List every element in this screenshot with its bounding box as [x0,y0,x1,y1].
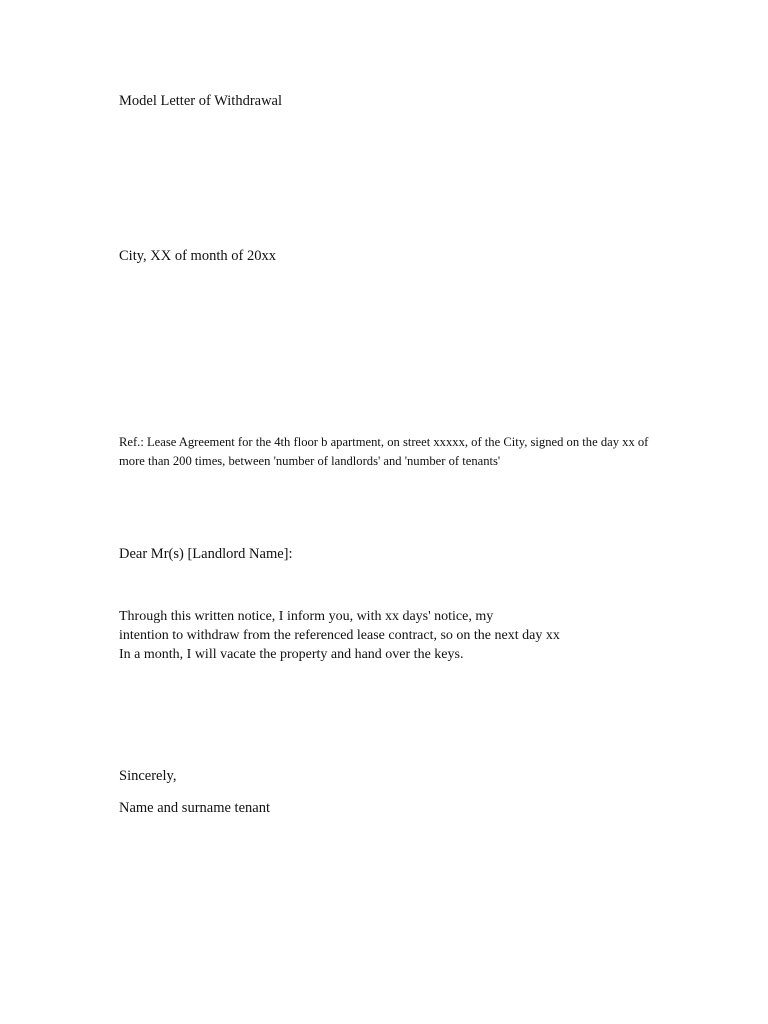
body-line-3: In a month, I will vacate the property and hand over the keys. [119,647,464,662]
signature-line: Name and surname tenant [119,800,270,816]
reference-line-2: more than 200 times, between 'number of landlords' and 'number of tenants' [119,454,501,468]
body-line-1: Through this written notice, I inform you, with xx days' notice, my [119,609,494,624]
body-line-2: intention to withdraw from the referenced lease contract, so on the next day xx [119,628,560,643]
salutation: Dear Mr(s) [Landlord Name]: [119,546,293,562]
letter-title: Model Letter of Withdrawal [119,93,283,109]
date-line: City, XX of month of 20xx [119,248,276,264]
closing: Sincerely, [119,768,177,784]
reference-line-1: Ref.: Lease Agreement for the 4th floor b apartment, on street xxxxx, of the City, signed on the day xx of [119,435,649,449]
